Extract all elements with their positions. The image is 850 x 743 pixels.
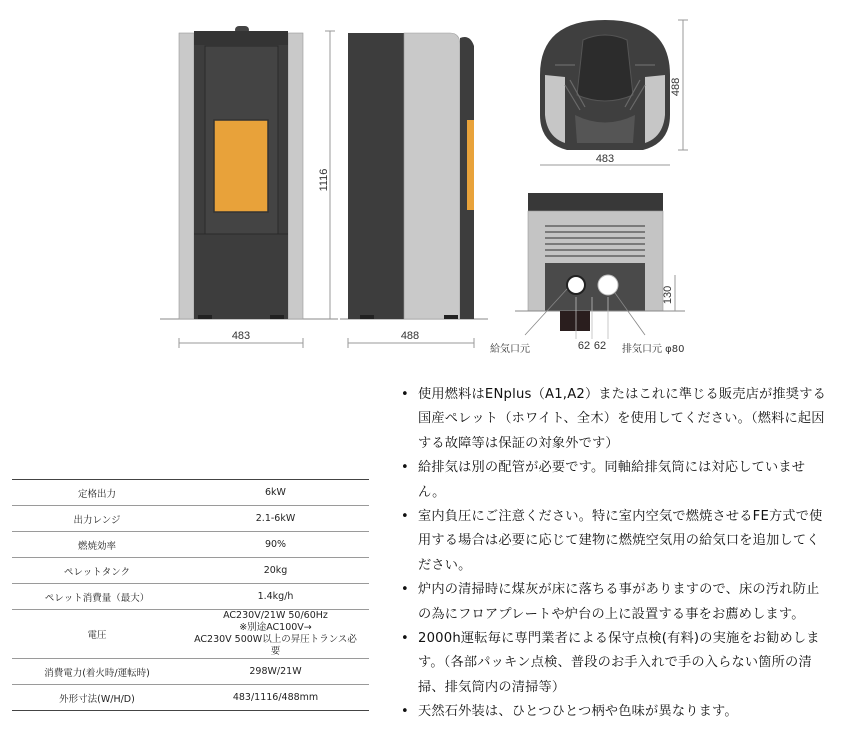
rear-height-label: 130 [662, 285, 674, 305]
spec-value: 90% [182, 532, 369, 558]
spec-value: 1.4kg/h [182, 584, 369, 610]
side-body-back [348, 33, 404, 319]
spec-value-line: 要 [270, 646, 281, 657]
side-view-diagram [340, 20, 490, 350]
top-view-diagram [525, 15, 695, 170]
list-item: • 給排気は別の配管が必要です。同軸給排気筒には対応していません。 [398, 456, 828, 505]
table-row [12, 610, 369, 659]
spec-value [182, 610, 369, 659]
rear-view-diagram [485, 185, 700, 355]
spec-value: 20kg [182, 558, 369, 584]
side-stone-panel [404, 33, 460, 319]
side-depth-label: 488 [400, 330, 420, 342]
rear-intake-port [567, 276, 585, 294]
spec-value: 483/1116/488mm [182, 685, 369, 711]
table-row [12, 558, 369, 584]
spec-value-line: AC230V 500W以上の昇圧トランス必 [194, 634, 357, 645]
spec-label: ペレットタンク [12, 558, 182, 584]
front-window [214, 120, 268, 212]
notes-list [398, 383, 828, 725]
spec-label: 定格出力 [12, 480, 182, 506]
table-row [12, 506, 369, 532]
spec-label: 出力レンジ [12, 506, 182, 532]
table-row [12, 685, 369, 711]
list-item: • 天然石外装は、ひとつひとつ柄や色味が異なります。 [398, 700, 828, 724]
rear-exhaust-label: 排気口元 φ80 [622, 344, 685, 355]
rear-spacing-right-label: 62 [593, 340, 607, 352]
spec-value-line: AC230V/21W 50/60Hz [223, 610, 328, 621]
spec-label: 外形寸法(W/H/D) [12, 685, 182, 711]
front-width-label: 483 [231, 330, 251, 342]
spec-value-line: ※別途AC100V→ [239, 622, 312, 633]
top-width-label: 483 [595, 153, 615, 165]
table-row [12, 584, 369, 610]
rear-top-band [528, 193, 663, 211]
front-height-label: 1116 [318, 168, 330, 192]
spec-label: 燃焼効率 [12, 532, 182, 558]
rear-intake-label: 給気口元 [490, 344, 530, 355]
spec-value: 2.1-6kW [182, 506, 369, 532]
rear-exhaust-port [598, 275, 618, 295]
spec-label: 電圧 [12, 610, 182, 659]
table-row [12, 480, 369, 506]
table-row [12, 659, 369, 685]
table-row [12, 532, 369, 558]
list-item: • 炉内の清掃時に煤灰が床に落ちる事がありますので、床の汚れ防止の為にフロアプレートや炉台の上に設置する事をお薦めします。 [398, 578, 828, 627]
front-view-diagram [160, 20, 340, 350]
spec-value: 6kW [182, 480, 369, 506]
spec-label: ペレット消費量（最大） [12, 584, 182, 610]
spec-label: 消費電力(着火時/運転時) [12, 659, 182, 685]
rear-spacing-left-label: 62 [577, 340, 591, 352]
front-left-stone-panel [179, 33, 194, 319]
list-item: • 使用燃料はENplus（A1,A2）またはこれに準じる販売店が推奨する国産ペレット（ホワイト、全木）を使用してください。（燃料に起因する故障等は保証の対象外です） [398, 383, 828, 456]
top-depth-label: 488 [670, 77, 682, 97]
spec-value: 298W/21W [182, 659, 369, 685]
list-item: • 室内負圧にご注意ください。特に室内空気で燃焼させるFE方式で使用する場合は必要に応じて建物に燃焼空気用の給気口を追加してください。 [398, 505, 828, 578]
spec-table [12, 479, 369, 711]
front-right-stone-panel [288, 33, 303, 319]
list-item: • 2000h運転毎に専門業者による保守点検(有料)の実施をお勧めします。（各部パッキン点検、普段のお手入れで手の入らない箇所の清掃、排気筒内の清掃等） [398, 627, 828, 700]
